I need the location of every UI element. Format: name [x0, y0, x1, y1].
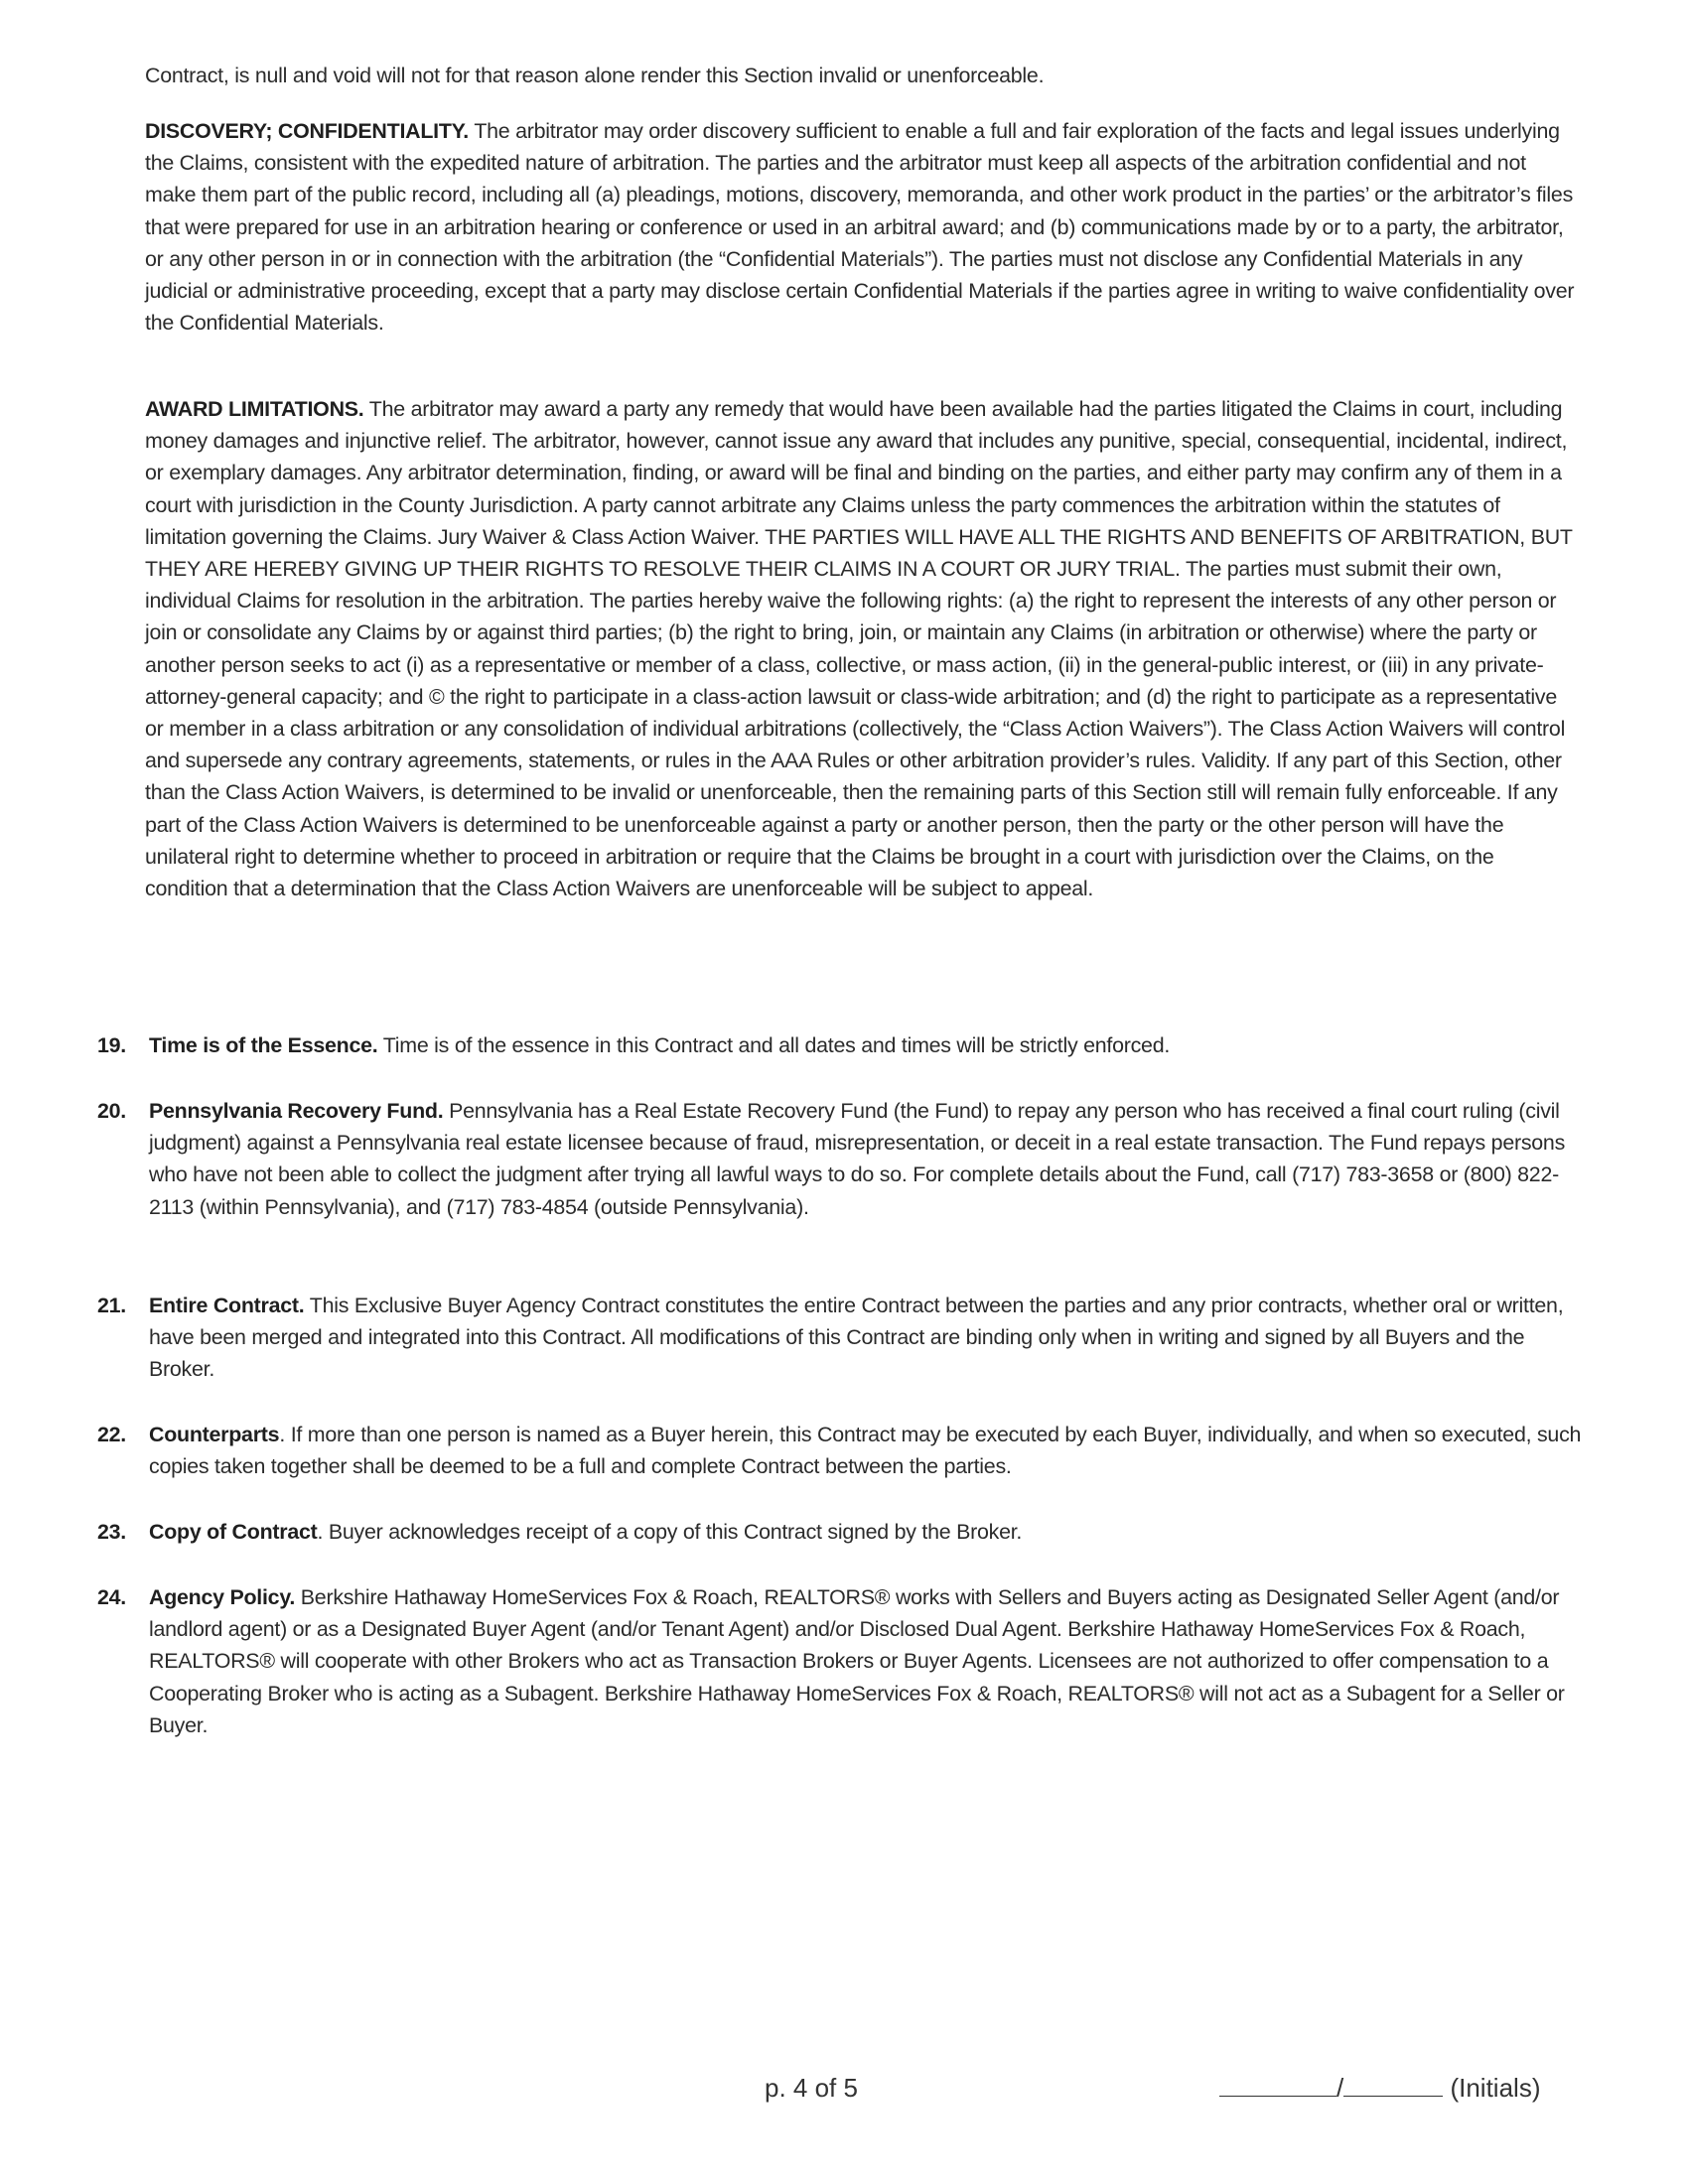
section-item	[97, 1419, 1587, 1482]
section-heading: Counterparts	[149, 1423, 280, 1446]
initials-label: (Initials)	[1450, 2073, 1541, 2103]
section-text: Berkshire Hathaway HomeServices Fox & Roach, REALTORS® works with Sellers and Buyers acting as Designated Seller Agent (and/or landlord agent) or as a Designated Buyer Agent (and/or Tenant Agent) and/or Disclosed Dual Agent. Berkshire Hathaway HomeServices Fox & Roach, REALTORS® will cooperate with other Brokers who act as Transaction Brokers or Buyer Agents. Licensees are not authorized to offer compensation to a Cooperating Broker who is acting as a Subagent. Berkshire Hathaway HomeServices Fox & Roach, REALTORS® will not act as a Subagent for a Seller or Buyer.	[149, 1585, 1565, 1737]
section-heading: Copy of Contract	[149, 1520, 318, 1544]
initials-line-2	[1343, 2074, 1443, 2097]
award-text: The arbitrator may award a party any remedy that would have been available had the parties litigated the Claims in court, including money damages and injunctive relief. The arbitrator, however, cannot issue any award that includes any punitive, special, consequential, incidental, indirect, or exemplary damages. Any arbitrator determination, finding, or award will be final and binding on the parties, and either party may confirm any of them in a court with jurisdiction in the County Jurisdiction. A party cannot arbitrate any Claims unless the party commences the arbitration within the statutes of limitation governing the Claims. Jury Waiver & Class Action Waiver. THE PARTIES WILL HAVE ALL THE RIGHTS AND BENEFITS OF ARBITRATION, BUT THEY ARE HEREBY GIVING UP THEIR RIGHTS TO RESOLVE THEIR CLAIMS IN A COURT OR JURY TRIAL. The parties must submit their own, individual Claims for resolution in the arbitration. The parties hereby waive the following rights: (a) the right to represent the interests of any other person or join or consolidate any Claims by or against third parties; (b) the right to bring, join, or maintain any Claims (in arbitration or otherwise) where the party or another person seeks to act (i) as a representative or member of a class, collective, or mass action, (ii) in the general-public interest, or (iii) in any private-attorney-general capacity; and © the right to participate in a class-action lawsuit or class-wide arbitration; and (d) the right to participate as a representative or member in a class arbitration or any consolidation of individual arbitrations (collectively, the “Class Action Waivers”). The Class Action Waivers will control and supersede any contrary agreements, statements, or rules in the AAA Rules or other arbitration provider’s rules. Validity. If any part of this Section, other than the Class Action Waivers, is determined to be invalid or unenforceable, then the remaining parts of this Section still will remain fully enforceable. If any part of the Class Action Waivers is determined to be unenforceable against a party or another person, then the party or the other person will have the unilateral right to determine whether to proceed in arbitration or require that the Claims be brought in a court with jurisdiction over the Claims, on the condition that a determination that the Class Action Waivers are unenforceable will be subject to appeal.	[145, 397, 1573, 901]
section-item	[97, 1516, 1587, 1548]
section-heading: Agency Policy.	[149, 1585, 296, 1609]
section-item	[97, 1290, 1587, 1386]
award-heading: AWARD LIMITATIONS.	[145, 397, 364, 421]
section-item	[97, 1029, 1587, 1061]
page-number: p. 4 of 5	[765, 2073, 858, 2103]
section-heading: Pennsylvania Recovery Fund.	[149, 1099, 444, 1123]
section-item	[97, 1095, 1587, 1223]
section-text: . Buyer acknowledges receipt of a copy of this Contract signed by the Broker.	[317, 1520, 1023, 1544]
discovery-paragraph	[145, 115, 1575, 339]
section-number: 22.	[97, 1423, 126, 1446]
section-item	[97, 1581, 1587, 1741]
initials-line-1	[1219, 2074, 1336, 2097]
initials-slash: /	[1336, 2073, 1344, 2103]
section-text: This Exclusive Buyer Agency Contract constitutes the entire Contract between the parties and any prior contracts, whether oral or written, have been merged and integrated into this Contract. All modifications of this Contract are binding only when in writing and signed by all Buyers and the Broker.	[149, 1294, 1564, 1382]
section-heading: Entire Contract.	[149, 1294, 305, 1317]
award-paragraph	[145, 393, 1575, 904]
section-text: Time is of the essence in this Contract and all dates and times will be strictly enforced.	[377, 1033, 1171, 1057]
section-heading: Time is of the Essence.	[149, 1033, 378, 1057]
discovery-heading: DISCOVERY; CONFIDENTIALITY.	[145, 119, 470, 143]
section-text: Pennsylvania has a Real Estate Recovery Fund (the Fund) to repay any person who has received a final court ruling (civil judgment) against a Pennsylvania real estate licensee because of fraud, misrepresentation, or deceit in a real estate transaction. The Fund repays persons who have not been able to collect the judgment after trying all lawful ways to do so. For complete details about the Fund, call (717) 783-3658 or (800) 822-2113 (within Pennsylvania), and (717) 783-4854 (outside Pennsylvania).	[149, 1099, 1566, 1219]
section-number: 23.	[97, 1520, 126, 1544]
section-number: 19.	[97, 1033, 126, 1057]
continuation-text: Contract, is null and void will not for that reason alone render this Section invalid or unenforceable.	[145, 64, 1045, 87]
initials-block	[1219, 2073, 1540, 2104]
section-number: 20.	[97, 1099, 126, 1123]
section-number: 24.	[97, 1585, 126, 1609]
section-number: 21.	[97, 1294, 126, 1317]
section-text: . If more than one person is named as a Buyer herein, this Contract may be executed by each Buyer, individually, and when so executed, such copies taken together shall be deemed to be a full and complete Contract between the parties.	[149, 1423, 1582, 1479]
discovery-text: The arbitrator may order discovery sufficient to enable a full and fair exploration of the facts and legal issues underlying the Claims, consistent with the expedited nature of arbitration. The parties and the arbitrator must keep all aspects of the arbitration confidential and not make them part of the public record, including all (a) pleadings, motions, discovery, memoranda, and other work product in the parties’ or the arbitrator’s files that were prepared for use in an arbitration hearing or conference or used in an arbitral award; and (b) communications made by or to a party, the arbitrator, or any other person in or in connection with the arbitration (the “Confidential Materials”). The parties must not disclose any Confidential Materials in any judicial or administrative proceeding, except that a party may disclose certain Confidential Materials if the parties agree in writing to waive confidentiality over the Confidential Materials.	[145, 119, 1575, 336]
